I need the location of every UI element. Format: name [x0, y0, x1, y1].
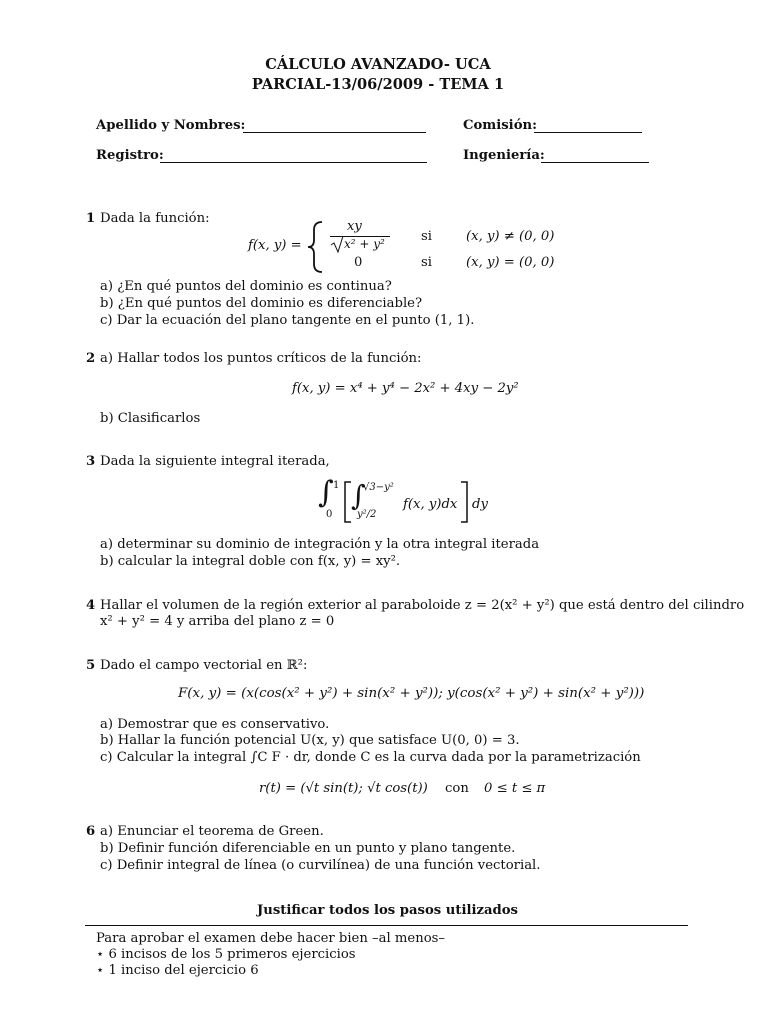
ex5-range: 0 ≤ t ≤ π [484, 781, 546, 796]
ex2-formula: f(x, y) = x⁴ + y⁴ − 2x² + 4xy − 2y² [292, 381, 519, 396]
ex5-field-formula: F(x, y) = (x(cos(x² + y²) + sin(x² + y²)); y(cos(x² + y²) + sin(x² + y²))) [178, 686, 645, 701]
comision-label: Comisión: [463, 118, 537, 133]
ex3-right-bracket [459, 481, 469, 523]
ex3-intro: Dada la siguiente integral iterada, [100, 454, 330, 469]
ex1-item-b: b) ¿En qué puntos del dominio es diferenciable? [100, 296, 423, 311]
ex2-number: 2 [86, 351, 96, 366]
ex3-upper-outer: 1 [333, 480, 340, 491]
ex5-intro: Dado el campo vectorial en ℝ²: [100, 658, 308, 673]
ex5-con: con [445, 781, 469, 796]
ex4-number: 4 [86, 598, 96, 613]
ex3-lower-outer: 0 [326, 509, 333, 520]
ex1-number: 1 [86, 211, 96, 226]
exam-title: CÁLCULO AVANZADO- UCA [265, 56, 491, 73]
ex1-f-lhs: f(x, y) = [248, 238, 302, 253]
ex1-item-c: c) Dar la ecuación del plano tangente en el punto (1, 1). [100, 313, 475, 328]
comision-field[interactable] [534, 132, 642, 133]
ex1-cond1: (x, y) ≠ (0, 0) [466, 229, 555, 244]
ex1-brace [306, 220, 326, 274]
registro-label: Registro: [96, 148, 164, 163]
ex3-outer-integral-sign: ∫ [318, 475, 334, 510]
ex1-case1-num: xy [347, 219, 362, 234]
registro-field[interactable] [160, 162, 427, 163]
approve-note: Para aprobar el examen debe hacer bien –al menos– [96, 931, 446, 946]
exam-subtitle: PARCIAL-13/06/2009 - TEMA 1 [251, 76, 505, 93]
ex1-si2: si [421, 255, 432, 270]
divider [85, 925, 688, 926]
ex1-case1-den: x² + y² [344, 237, 385, 251]
ex6-item-c: c) Definir integral de línea (o curvilínea) de una función vectorial. [100, 858, 541, 873]
ex4-line2: x² + y² = 4 y arriba del plano z = 0 [100, 614, 335, 629]
ex3-item-a: a) determinar su dominio de integración y la otra integral iterada [100, 537, 540, 552]
ex3-integrand: f(x, y)dx [403, 497, 458, 512]
apellido-label: Apellido y Nombres: [96, 118, 246, 133]
ex6-item-a: a) Enunciar el teorema de Green. [100, 824, 324, 839]
ex1-intro: Dada la función: [100, 211, 210, 226]
ex3-item-b: b) calcular la integral doble con f(x, y) = xy². [100, 554, 401, 569]
ex1-sqrt-sign [330, 235, 344, 253]
ex5-number: 5 [86, 658, 96, 673]
justify-note: Justificar todos los pasos utilizados [257, 903, 518, 918]
ingenieria-label: Ingeniería: [463, 148, 545, 163]
approve-item-1: ⋆ 6 incisos de los 5 primeros ejercicios [96, 947, 356, 962]
ex3-inner-integral-sign: ∫ [351, 479, 366, 512]
ex5-param: r(t) = (√t sin(t); √t cos(t)) [259, 781, 428, 796]
approve-item-2: ⋆ 1 inciso del ejercicio 6 [96, 963, 259, 978]
ex3-upper-inner: √3−y² [363, 482, 394, 493]
ex5-item-a: a) Demostrar que es conservativo. [100, 717, 330, 732]
ex5-item-c: c) Calcular la integral ∫C F · dr, donde C es la curva dada por la parametrización [100, 750, 641, 765]
ex2-item-a: a) Hallar todos los puntos críticos de la función: [100, 351, 422, 366]
ex3-lower-inner: y²/2 [357, 509, 377, 520]
ingenieria-field[interactable] [541, 162, 649, 163]
ex1-case2-val: 0 [354, 255, 363, 270]
apellido-field[interactable] [243, 132, 426, 133]
ex1-si1: si [421, 229, 432, 244]
ex5-item-b: b) Hallar la función potencial U(x, y) que satisface U(0, 0) = 3. [100, 733, 520, 748]
ex1-cond2: (x, y) = (0, 0) [466, 255, 555, 270]
ex4-line1: Hallar el volumen de la región exterior al paraboloide z = 2(x² + y²) que está dentro del cilindro [100, 598, 745, 613]
ex2-item-b: b) Clasificarlos [100, 411, 201, 426]
ex6-item-b: b) Definir función diferenciable en un punto y plano tangente. [100, 841, 516, 856]
ex3-dy: dy [472, 497, 488, 512]
ex6-number: 6 [86, 824, 96, 839]
ex3-number: 3 [86, 454, 96, 469]
ex1-item-a: a) ¿En qué puntos del dominio es continua? [100, 279, 392, 294]
